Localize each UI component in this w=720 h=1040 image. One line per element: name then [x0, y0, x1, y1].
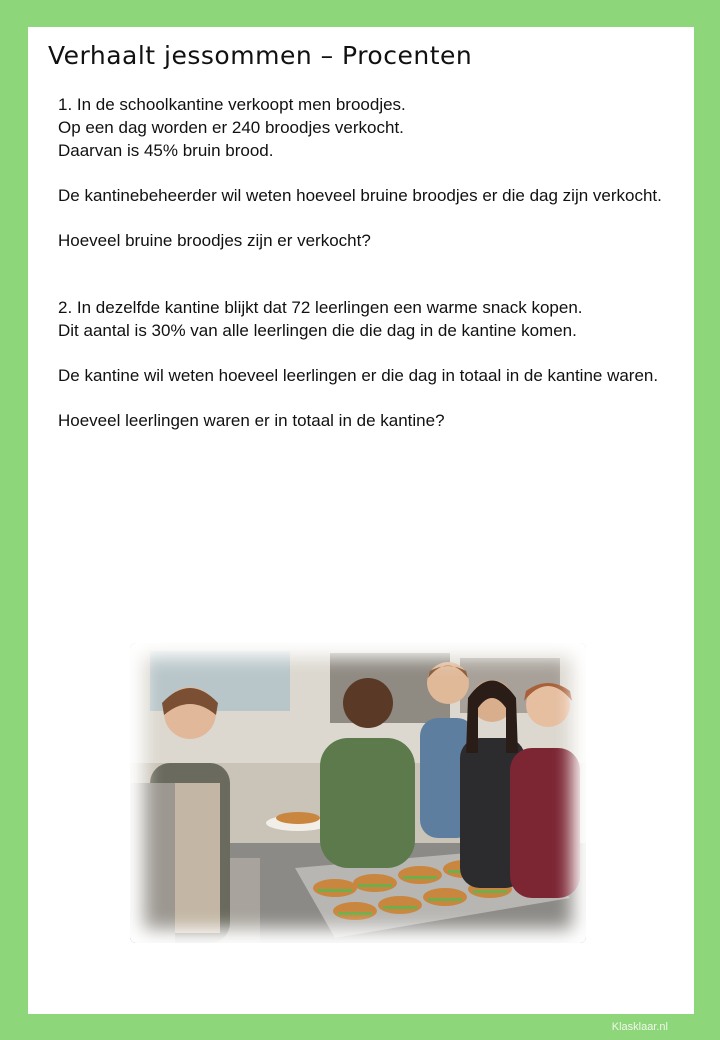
cafeteria-photo	[130, 643, 586, 943]
problem-1-line: 1. In de schoolkantine verkoopt men broodjes.	[58, 95, 406, 114]
problem-1-context: De kantinebeheerder wil weten hoeveel bruine broodjes er die dag zijn verkocht.	[58, 186, 662, 205]
problem-2-context: De kantine wil weten hoeveel leerlingen er die dag in totaal in de kantine waren.	[58, 366, 659, 385]
problem-1-line: Op een dag worden er 240 broodjes verkocht.	[58, 118, 404, 137]
problem-2	[58, 296, 668, 432]
problem-1	[58, 93, 668, 252]
problem-1-question: Hoeveel bruine broodjes zijn er verkocht?	[58, 231, 371, 250]
footer-brand: Klasklaar.nl	[611, 1021, 668, 1033]
problem-2-line: Dit aantal is 30% van alle leerlingen die die dag in de kantine komen.	[58, 321, 577, 340]
page-title: Verhaalt jessommen – Procenten	[48, 41, 473, 70]
problem-1-line: Daarvan is 45% bruin brood.	[58, 141, 274, 160]
worksheet-content	[58, 93, 668, 432]
worksheet-page	[28, 27, 694, 1014]
problem-2-line: 2. In dezelfde kantine blijkt dat 72 leerlingen een warme snack kopen.	[58, 298, 583, 317]
problem-2-question: Hoeveel leerlingen waren er in totaal in de kantine?	[58, 411, 445, 430]
